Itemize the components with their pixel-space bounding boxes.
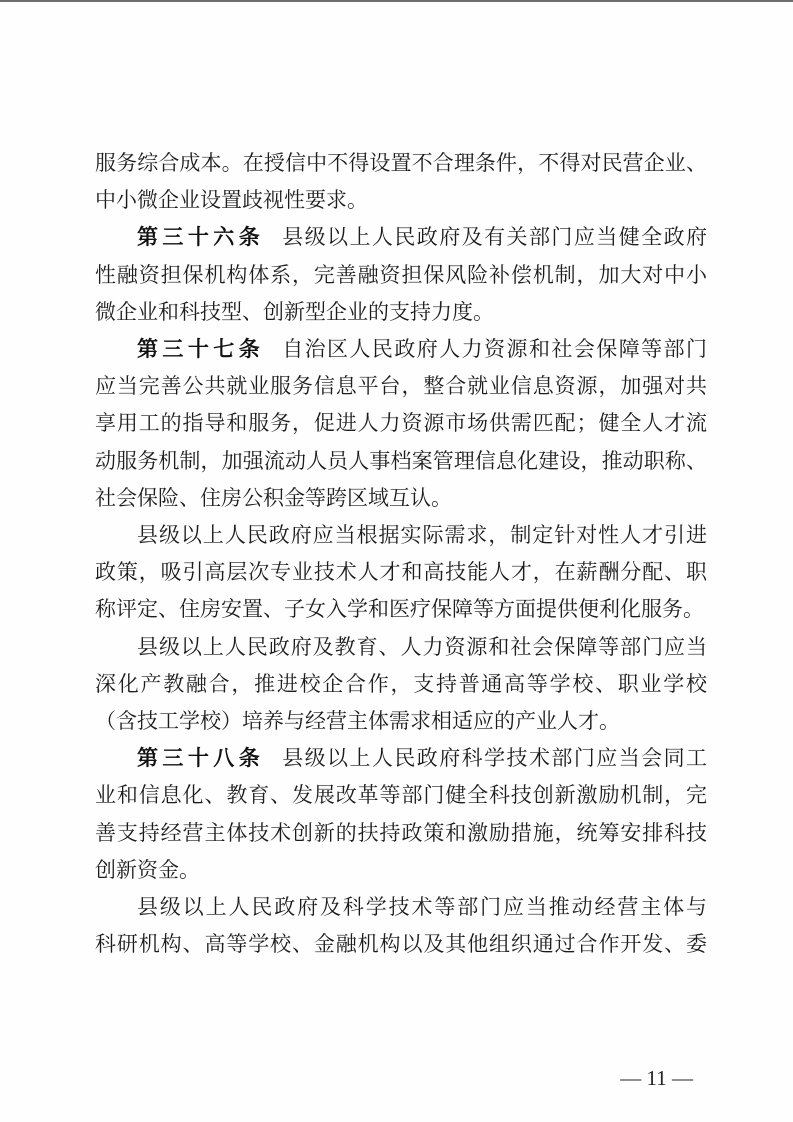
body-line: 动服务机制，加强流动人员人事档案管理信息化建设，推动职称、 [95,448,707,473]
body-line: 微企业和科技型、创新型企业的支持力度。 [95,299,494,324]
body-line: （含技工学校）培养与经营主体需求相适应的产业人才。 [95,709,620,734]
body-line: 善支持经营主体技术创新的扶持政策和激励措施，统筹安排科技 [95,820,707,845]
article-number: 第三十七条 [137,337,265,362]
body-line: 服务综合成本。在授信中不得设置不合理条件，不得对民营企业、 [95,151,707,175]
body-line: 县级以上人民政府应当根据实际需求，制定针对性人才引进 [137,523,707,548]
body-line: 科研机构、高等学校、金融机构以及其他组织通过合作开发、委 [95,932,707,957]
body-line: 享用工的指导和服务，促进人力资源市场供需匹配；健全人才流 [95,411,707,436]
body-line: 创新资金。 [95,857,200,882]
article-lead-text: 自治区人民政府人力资源和社会保障等部门 [282,337,708,362]
article-lead-text: 县级以上人民政府科学技术部门应当会同工 [282,746,708,771]
body-line: 县级以上人民政府及科学技术等部门应当推动经营主体与 [137,895,707,920]
body-line: 应当完善公共就业服务信息平台，整合就业信息资源，加强对共 [95,374,707,399]
body-line: 社会保险、住房公积金等跨区域互认。 [95,485,452,510]
article-number: 第三十六条 [137,225,265,250]
body-line: 县级以上人民政府及教育、人力资源和社会保障等部门应当 [137,634,707,659]
body-line: 深化产教融合，推进校企合作，支持普通高等学校、职业学校 [95,671,707,696]
body-line: 政策，吸引高层次专业技术人才和高技能人才，在薪酬分配、职 [95,560,707,585]
body-line [95,219,707,256]
article-lead-text: 县级以上人民政府及有关部门应当健全政府 [282,225,708,250]
scan-edge-artifact [0,0,793,2]
body-line: 中小微企业设置歧视性要求。 [95,188,368,213]
article-number: 第三十八条 [137,746,265,771]
body-line [95,740,707,777]
body-line: 业和信息化、教育、发展改革等部门健全科技创新激励机制，完 [95,783,707,808]
body-line [95,331,707,368]
body-line: 性融资担保机构体系，完善融资担保风险补偿机制，加大对中小 [95,262,707,287]
body-line: 称评定、住房安置、子女入学和医疗保障等方面提供便利化服务。 [95,597,704,622]
page-footer [599,1041,693,1116]
page-number: — 11 — [620,1066,693,1090]
document-body [95,145,707,963]
